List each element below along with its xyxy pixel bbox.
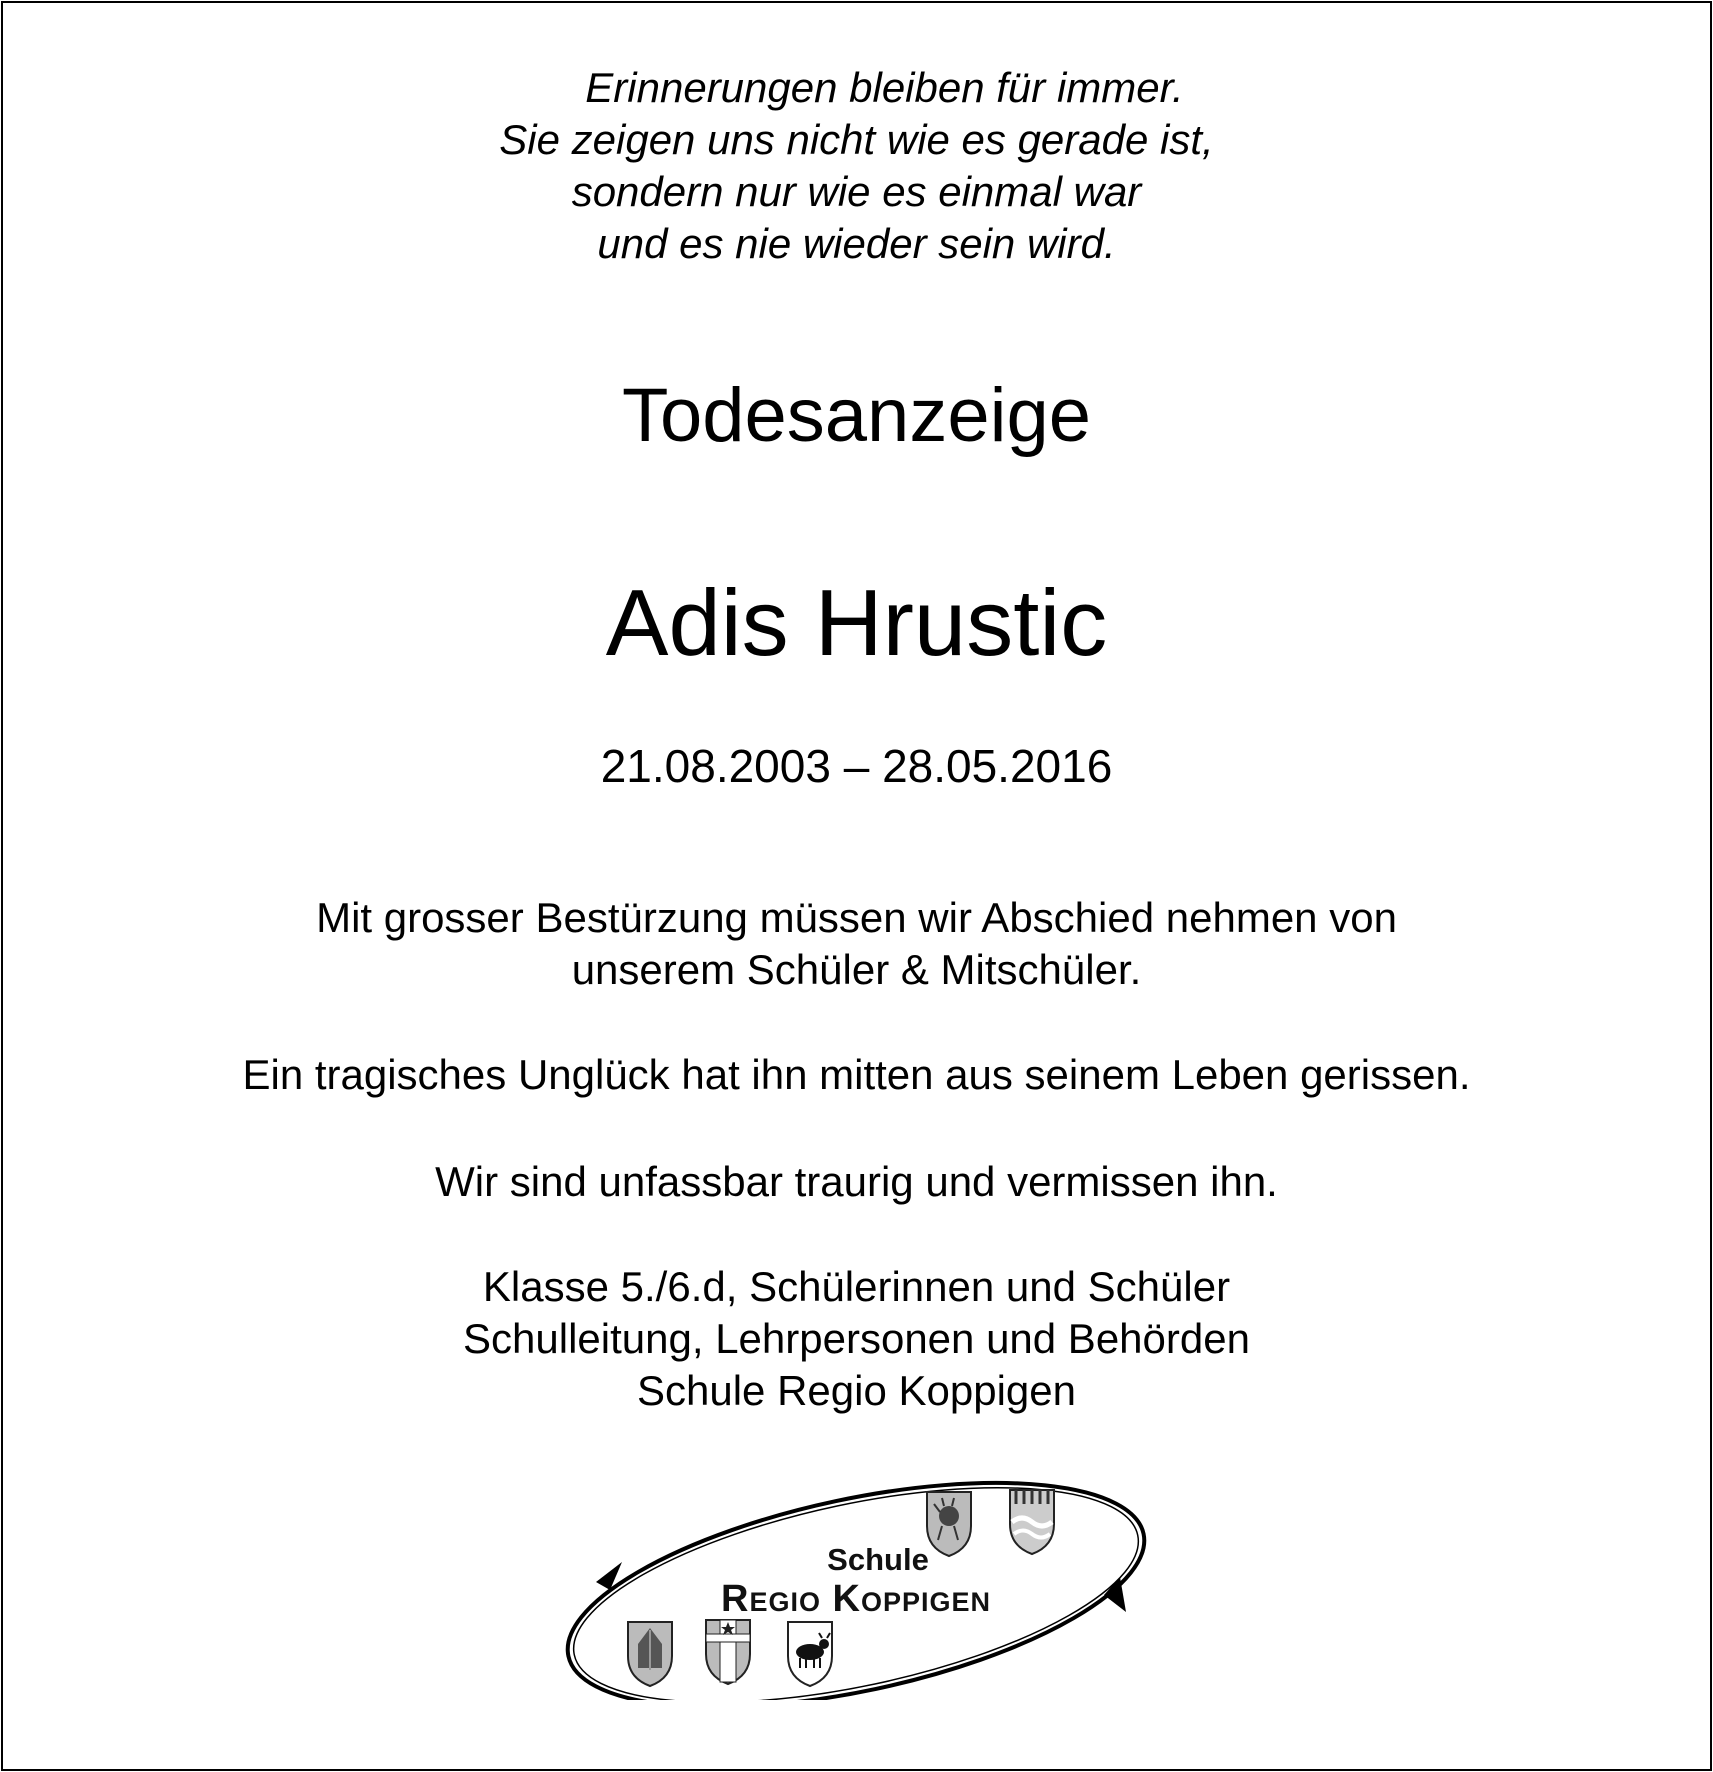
signature-block: [0, 1261, 1713, 1417]
school-logo: [550, 1470, 1162, 1700]
signature-line: Schulleitung, Lehrpersonen und Behörden: [463, 1315, 1250, 1362]
poem-line: Sie zeigen uns nicht wie es gerade ist,: [499, 116, 1214, 163]
message-paragraph-2: Ein tragisches Unglück hat ihn mitten aus seinem Leben gerissen.: [242, 1051, 1471, 1098]
logo-school-name: Regio Koppigen: [721, 1578, 991, 1620]
deceased-name: Adis Hrustic: [605, 570, 1108, 675]
poem-line: und es nie wieder sein wird.: [597, 220, 1116, 267]
signature-line: Klasse 5./6.d, Schülerinnen und Schüler: [482, 1263, 1231, 1310]
notice-heading: Todesanzeige: [621, 373, 1092, 458]
poem: [0, 62, 1713, 270]
message-line: Mit grosser Bestürzung müssen wir Abschied nehmen von: [316, 894, 1397, 941]
logo-text-line2: [550, 1580, 1162, 1619]
poem-line: Erinnerungen bleiben für immer.: [585, 64, 1184, 111]
message-paragraph-1: [0, 892, 1713, 996]
message-paragraph-3: Wir sind unfassbar traurig und vermissen ihn.: [435, 1158, 1278, 1205]
logo-text-line1: Schule: [827, 1542, 929, 1577]
bishop-mitre-crest-icon: [628, 1622, 672, 1686]
signature-line: Schule Regio Koppigen: [637, 1367, 1076, 1414]
message-line: unserem Schüler & Mitschüler.: [571, 946, 1142, 993]
poem-line: sondern nur wie es einmal war: [571, 168, 1142, 215]
life-dates: 21.08.2003 – 28.05.2016: [600, 740, 1113, 792]
star-cross-crest-icon: [706, 1620, 750, 1684]
bull-crest-icon: [788, 1622, 832, 1686]
